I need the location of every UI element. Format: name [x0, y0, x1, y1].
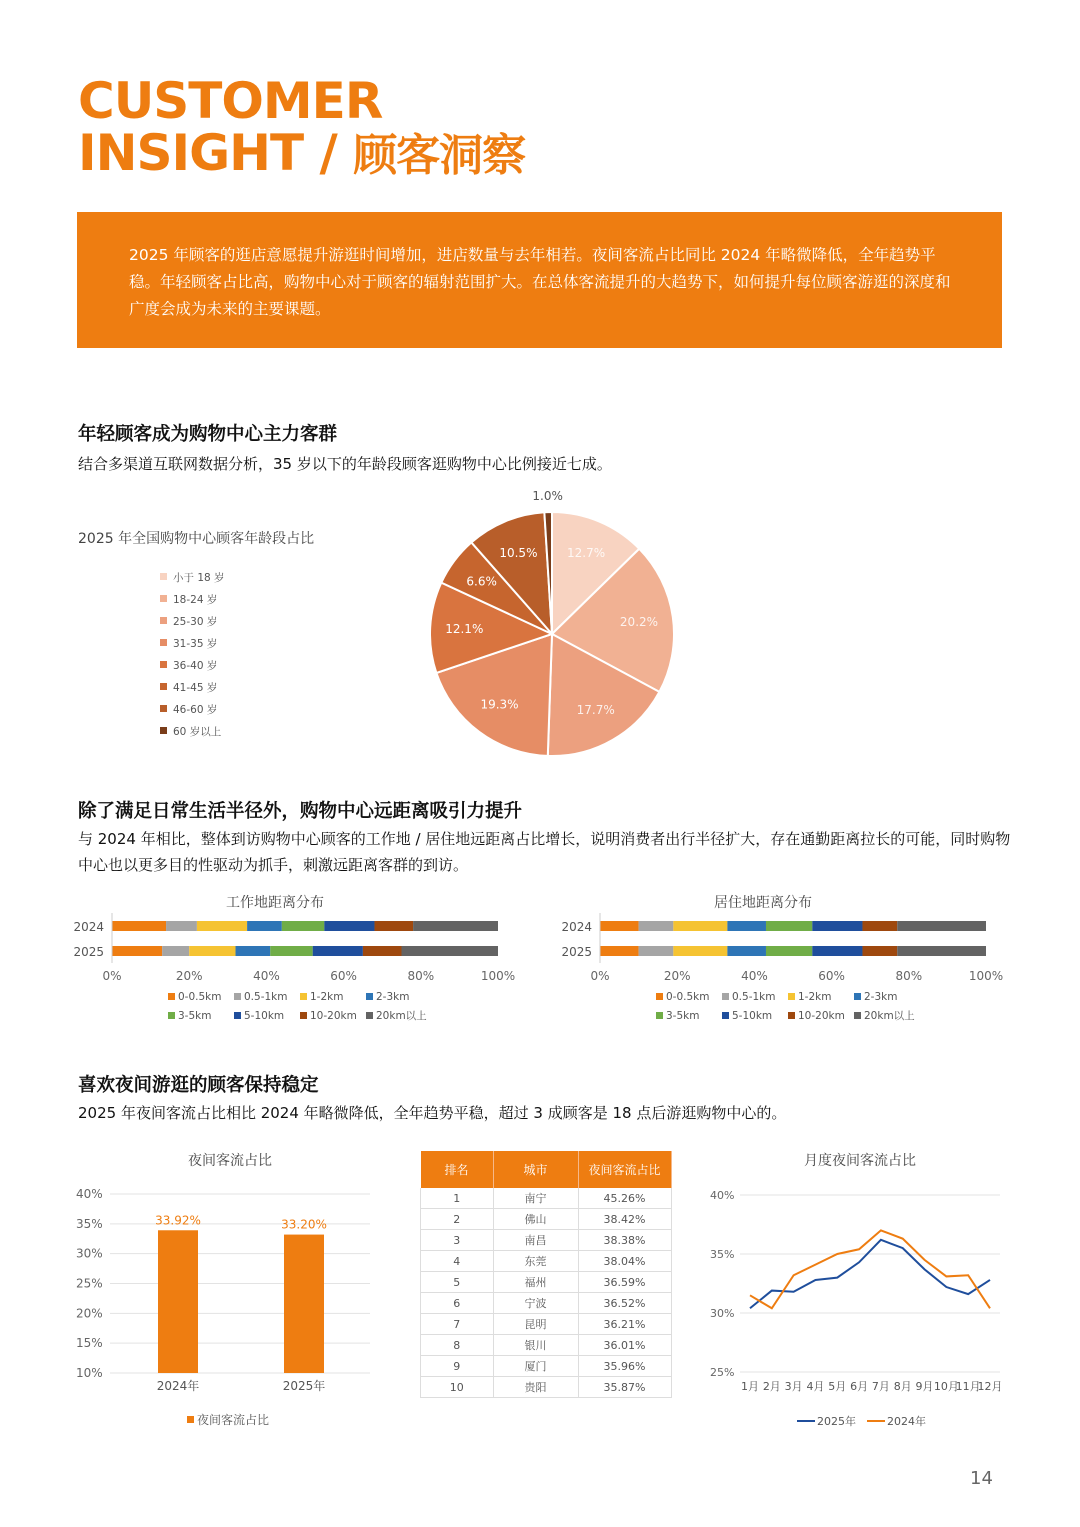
legend-swatch [160, 661, 167, 668]
x-tick-label: 4月 [806, 1380, 825, 1393]
table-cell: 36.21% [578, 1314, 671, 1335]
legend-swatch [160, 617, 167, 624]
legend-swatch [722, 993, 729, 1000]
section2-title: 除了满足日常生活半径外，购物中心远距离吸引力提升 [78, 801, 523, 822]
legend-swatch [854, 993, 861, 1000]
section2-desc: 与 2024 年相比，整体到访购物中心顾客的工作地 / 居住地远距离占比增长，说明消费者出行半径扩大，存在通勤距离拉长的可能，同时购物中心也以更多目的性驱动为抓手，刺激远距离客群的到访。 [78, 830, 1011, 874]
table-cell: 3 [421, 1230, 494, 1251]
x-tick-label: 1月 [741, 1380, 759, 1393]
pie-legend-item [160, 592, 217, 607]
pie-legend-item [160, 636, 217, 651]
table-cell: 厦门 [493, 1356, 578, 1377]
table-cell: 38.42% [578, 1209, 671, 1230]
stacked-bar-segment [282, 921, 324, 931]
table-cell: 2 [421, 1209, 494, 1230]
x-tick-label: 6月 [850, 1380, 869, 1393]
stacked-bar-segment [313, 946, 363, 956]
x-tick-label: 7月 [871, 1380, 890, 1393]
bar [158, 1230, 198, 1373]
x-tick-label: 2024年 [156, 1379, 200, 1393]
night-flow-bar-chart [60, 1145, 390, 1445]
pie-chart-title: 2025 年全国购物中心顾客年龄段占比 [78, 531, 315, 547]
x-tick-label: 60% [818, 969, 845, 983]
table-row [421, 1314, 672, 1335]
legend-swatch [160, 727, 167, 734]
legend-label: 10-20km [798, 1010, 845, 1022]
table-cell: 宁波 [493, 1293, 578, 1314]
title-slash: / [303, 124, 354, 182]
table-cell: 35.87% [578, 1377, 671, 1398]
table-row [421, 1335, 672, 1356]
y-tick-label: 40% [710, 1189, 735, 1202]
stacked-bar-segment [897, 921, 986, 931]
table-header-cell: 城市 [493, 1151, 578, 1188]
y-tick-label: 35% [76, 1216, 103, 1231]
stacked-bar-segment [413, 921, 498, 931]
table-row [421, 1377, 672, 1398]
pie-legend [160, 570, 300, 750]
bar-data-label: 33.92% [155, 1213, 201, 1228]
chart-title: 居住地距离分布 [714, 895, 812, 911]
pie-data-label: 20.2% [619, 614, 659, 629]
series-line [750, 1230, 990, 1308]
stacked-bar-segment [639, 921, 674, 931]
x-tick-label: 11月 [955, 1380, 981, 1393]
legend-label: 2-3km [376, 991, 410, 1003]
x-tick-label: 8月 [893, 1380, 912, 1393]
legend-swatch [168, 993, 175, 1000]
table-cell: 10 [421, 1377, 494, 1398]
legend-swatch [187, 1416, 194, 1423]
title-en-line2: INSIGHT [78, 124, 304, 182]
y-tick-label: 30% [710, 1307, 735, 1320]
x-tick-label: 9月 [915, 1380, 934, 1393]
x-tick-label: 2025年 [282, 1379, 326, 1393]
stacked-bar-segment [402, 946, 499, 956]
monthly-night-line-chart [700, 1145, 1030, 1445]
chart-title: 工作地距离分布 [226, 895, 324, 911]
table-cell: 8 [421, 1335, 494, 1356]
table-cell: 东莞 [493, 1251, 578, 1272]
section1-desc: 结合多渠道互联网数据分析，35 岁以下的年龄段顾客逛购物中心比例接近七成。 [78, 455, 612, 473]
home-distance-chart [548, 885, 1018, 1035]
legend-label: 5-10km [732, 1010, 773, 1022]
legend-swatch [234, 1012, 241, 1019]
stacked-bar-segment [166, 921, 197, 931]
y-tick-label: 25% [710, 1366, 735, 1379]
table-cell: 5 [421, 1272, 494, 1293]
section1-title: 年轻顾客成为购物中心主力客群 [78, 424, 338, 445]
legend-swatch [160, 705, 167, 712]
x-tick-label: 10月 [933, 1380, 959, 1393]
legend-label: 3-5km [666, 1010, 700, 1022]
x-tick-label: 40% [253, 969, 280, 983]
table-row [421, 1230, 672, 1251]
legend-label: 25-30 岁 [173, 616, 218, 628]
category-label: 2025 [73, 945, 104, 959]
city-rank-table-wrap [420, 1151, 672, 1398]
table-cell: 南昌 [493, 1230, 578, 1251]
stacked-bar-segment [727, 946, 766, 956]
pie-legend-item [160, 658, 217, 673]
summary-banner [77, 212, 1002, 348]
legend-swatch [300, 993, 307, 1000]
legend-label: 46-60 岁 [173, 704, 218, 716]
table-cell: 45.26% [578, 1188, 671, 1209]
chart-title: 月度夜间客流占比 [804, 1153, 916, 1169]
table-header-cell: 夜间客流占比 [578, 1151, 671, 1188]
legend-label: 1-2km [798, 991, 832, 1003]
table-cell: 贵阳 [493, 1377, 578, 1398]
x-tick-label: 0% [590, 969, 610, 983]
legend-swatch [656, 1012, 663, 1019]
table-cell: 4 [421, 1251, 494, 1272]
legend-swatch [234, 993, 241, 1000]
legend-label: 0.5-1km [732, 991, 776, 1003]
pie-data-label: 10.5% [499, 545, 538, 560]
section3-desc: 2025 年夜间客流占比相比 2024 年略微降低，全年趋势平稳，超过 3 成顾客是 18 点后游逛购物中心的。 [78, 1104, 787, 1122]
legend-label: 60 岁以上 [173, 726, 222, 738]
y-tick-label: 20% [76, 1306, 103, 1321]
title-en-line1: CUSTOMER [78, 72, 383, 130]
stacked-bar-segment [247, 921, 282, 931]
stacked-bar-segment [727, 921, 766, 931]
stacked-bar-segment [766, 946, 812, 956]
category-label: 2024 [561, 920, 592, 934]
table-cell: 7 [421, 1314, 494, 1335]
y-tick-label: 10% [76, 1366, 103, 1380]
x-tick-label: 80% [895, 969, 923, 983]
legend-swatch [788, 1012, 795, 1019]
legend-label: 18-24 岁 [173, 594, 218, 606]
pie-data-label: 12.1% [445, 622, 484, 637]
banner-text: 2025 年顾客的逛店意愿提升游逛时间增加，进店数量与去年相若。夜间客流占比同比 2024 年略微降低，全年趋势平稳。年轻顾客占比高，购物中心对于顾客的辐射范围扩大。在总体客流提升的大趋势下，如何提升每位顾客游逛的深度和广度会成为未来的主要课题。 [129, 246, 951, 318]
legend-swatch [160, 595, 167, 602]
bar [284, 1235, 324, 1373]
pie-legend-item [160, 680, 217, 695]
legend-label: 小于 18 岁 [173, 572, 225, 584]
stacked-bar-segment [189, 946, 235, 956]
y-tick-label: 30% [76, 1246, 103, 1261]
series-line [750, 1240, 990, 1308]
stacked-bar-segment [236, 946, 271, 956]
legend-swatch [168, 1012, 175, 1019]
city-rank-table [420, 1151, 672, 1398]
legend-swatch [656, 993, 663, 1000]
bar-data-label: 33.20% [281, 1217, 327, 1232]
pie-data-label: 17.7% [576, 703, 615, 718]
stacked-bar-segment [673, 946, 727, 956]
table-row [421, 1251, 672, 1272]
legend-swatch [788, 993, 795, 1000]
y-tick-label: 35% [710, 1248, 735, 1261]
x-tick-label: 5月 [828, 1380, 847, 1393]
x-tick-label: 100% [968, 969, 1004, 983]
category-label: 2025 [561, 945, 592, 959]
table-cell: 9 [421, 1356, 494, 1377]
stacked-bar-segment [112, 946, 162, 956]
x-tick-label: 80% [407, 969, 435, 983]
y-tick-label: 15% [76, 1336, 103, 1351]
stacked-bar-segment [324, 921, 374, 931]
stacked-bar-segment [812, 921, 862, 931]
legend-label: 0-0.5km [666, 991, 710, 1003]
chart-title: 夜间客流占比 [188, 1153, 272, 1169]
table-cell: 6 [421, 1293, 494, 1314]
legend-swatch [366, 993, 373, 1000]
table-cell: 38.38% [578, 1230, 671, 1251]
age-pie-chart [420, 490, 690, 765]
section3-title: 喜欢夜间游逛的顾客保持稳定 [78, 1075, 319, 1096]
legend-label: 2024年 [887, 1415, 926, 1428]
legend-label: 2-3km [864, 991, 898, 1003]
x-tick-label: 12月 [977, 1380, 1003, 1393]
category-label: 2024 [73, 920, 104, 934]
table-cell: 35.96% [578, 1356, 671, 1377]
stacked-bar-segment [197, 921, 247, 931]
title-zh: 顾客洞察 [353, 130, 526, 181]
pie-data-label: 1.0% [532, 490, 563, 504]
stacked-bar-segment [112, 921, 166, 931]
legend-label: 0-0.5km [178, 991, 222, 1003]
legend-label: 2025年 [817, 1415, 856, 1428]
legend-label: 1-2km [310, 991, 344, 1003]
table-cell: 36.59% [578, 1272, 671, 1293]
stacked-bar-segment [897, 946, 986, 956]
table-cell: 1 [421, 1188, 494, 1209]
table-cell: 38.04% [578, 1251, 671, 1272]
stacked-bar-segment [600, 921, 639, 931]
pie-data-label: 19.3% [480, 697, 519, 712]
legend-swatch [160, 573, 167, 580]
x-tick-label: 100% [480, 969, 516, 983]
page-title [78, 72, 526, 182]
stacked-bar-segment [862, 946, 897, 956]
table-row [421, 1272, 672, 1293]
x-tick-label: 60% [330, 969, 357, 983]
table-cell: 福州 [493, 1272, 578, 1293]
legend-swatch [854, 1012, 861, 1019]
stacked-bar-segment [862, 921, 897, 931]
legend-label: 5-10km [244, 1010, 285, 1022]
x-tick-label: 0% [102, 969, 122, 983]
stacked-bar-segment [673, 921, 727, 931]
pie-legend-item [160, 702, 217, 717]
x-tick-label: 20% [663, 969, 691, 983]
x-tick-label: 20% [175, 969, 203, 983]
legend-swatch [722, 1012, 729, 1019]
table-row [421, 1293, 672, 1314]
legend-swatch [160, 683, 167, 690]
pie-legend-item [160, 724, 221, 739]
legend-swatch [366, 1012, 373, 1019]
pie-legend-item [160, 570, 225, 585]
table-cell: 36.52% [578, 1293, 671, 1314]
table-row [421, 1188, 672, 1209]
stacked-bar-segment [766, 921, 812, 931]
table-cell: 36.01% [578, 1335, 671, 1356]
legend-label: 3-5km [178, 1010, 212, 1022]
pie-data-label: 12.7% [567, 546, 606, 561]
table-row [421, 1209, 672, 1230]
work-distance-chart [60, 885, 530, 1035]
legend-label: 31-35 岁 [173, 638, 218, 650]
legend-label: 36-40 岁 [173, 660, 218, 672]
legend-label: 20km以上 [376, 1010, 427, 1022]
page-number: 14 [970, 1468, 993, 1489]
stacked-bar-segment [600, 946, 639, 956]
legend-label: 20km以上 [864, 1010, 915, 1022]
table-row [421, 1356, 672, 1377]
stacked-bar-segment [363, 946, 402, 956]
x-tick-label: 2月 [762, 1380, 781, 1393]
stacked-bar-segment [639, 946, 674, 956]
legend-label: 41-45 岁 [173, 682, 218, 694]
y-tick-label: 40% [76, 1187, 103, 1201]
x-tick-label: 40% [741, 969, 768, 983]
legend-label: 夜间客流占比 [197, 1413, 270, 1427]
table-cell: 昆明 [493, 1314, 578, 1335]
table-header-cell: 排名 [421, 1151, 494, 1188]
legend-label: 0.5-1km [244, 991, 288, 1003]
stacked-bar-segment [812, 946, 862, 956]
legend-swatch [160, 639, 167, 646]
pie-legend-item [160, 614, 217, 629]
y-tick-label: 25% [76, 1276, 103, 1291]
stacked-bar-segment [162, 946, 189, 956]
legend-label: 10-20km [310, 1010, 357, 1022]
table-cell: 南宁 [493, 1188, 578, 1209]
legend-swatch [300, 1012, 307, 1019]
stacked-bar-segment [374, 921, 413, 931]
stacked-bar-segment [270, 946, 312, 956]
table-cell: 佛山 [493, 1209, 578, 1230]
pie-data-label: 6.6% [466, 574, 497, 589]
table-cell: 银川 [493, 1335, 578, 1356]
x-tick-label: 3月 [784, 1380, 803, 1393]
